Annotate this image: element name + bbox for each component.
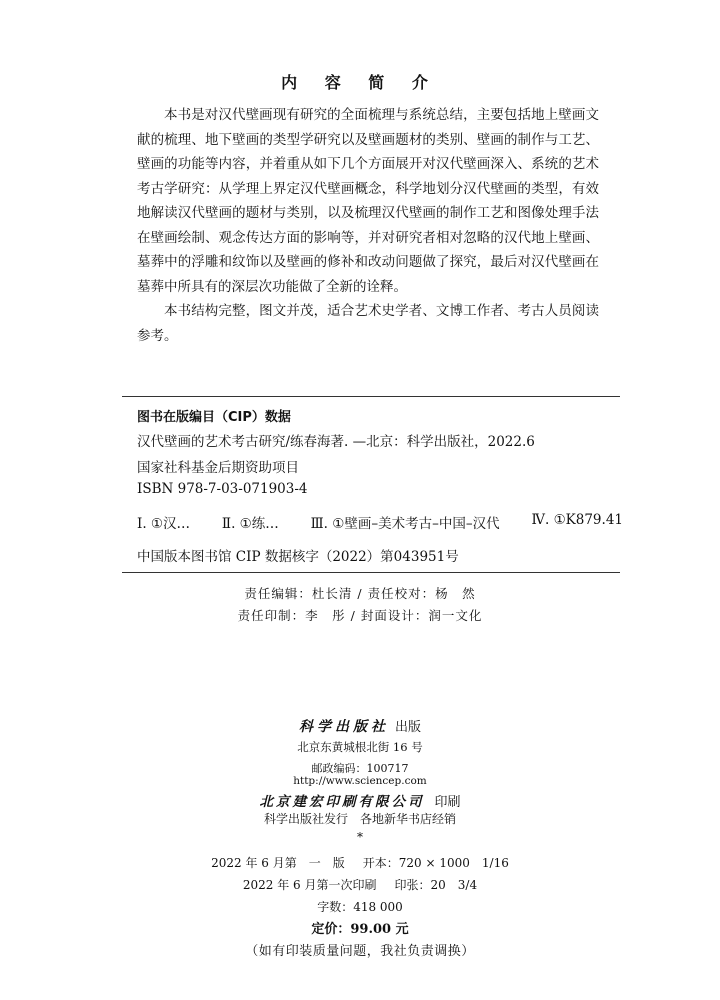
- summary-title: 内 容 简 介: [281, 73, 439, 92]
- word-count: 字数：418 000: [317, 900, 403, 914]
- cip-class-2: Ⅱ. ①练…: [221, 516, 279, 532]
- summary-paragraph-1: 本书是对汉代壁画现有研究的全面梳理与系统总结，主要包括地上壁画文献的梳理、地下壁画的类型学研究以及壁画题材的类别、壁画的制作与工艺、壁画的功能等内容，并着重从如下几个方面展开对汉代壁画深入、系统的艺术考古学研究：从学理上界定汉代壁画概念，科学地划分汉代壁画的类型，有效地解读汉代壁画的题材与类别，以及梳理汉代壁画的制作工艺和图像处理手法在壁画绘制、观念传达方面的影响等，并对研究者相对忽略的汉代地上壁画、墓葬中的浮雕和纹饰以及壁画的修补和改动问题做了探究，最后对汉代壁画在墓葬中所具有的深层次功能做了全新的诠释。: [137, 107, 599, 295]
- cip-class-4: Ⅳ. ①K879.41: [531, 512, 623, 528]
- cip-class-1: Ⅰ. ①汉…: [137, 516, 191, 532]
- printer-brand: 北京建宏印刷有限公司: [259, 794, 425, 810]
- printer-suffix: 印刷: [434, 795, 461, 810]
- impression-info: 2022 年 6 月第一次印刷: [242, 878, 377, 892]
- publisher-postcode: 邮政编码：100717: [311, 762, 409, 775]
- cip-class-3: Ⅲ. ①壁画–美术考古–中国–汉代: [310, 516, 500, 532]
- publisher-url: http://www.sciencep.com: [293, 775, 427, 787]
- summary-paragraph-2: 本书结构完整，图文并茂，适合艺术史学者、文博工作者、考古人员阅读参考。: [137, 303, 599, 344]
- cip-fund-line: 国家社科基金后期资助项目: [137, 460, 299, 476]
- price: 定价：99.00 元: [311, 922, 409, 937]
- cip-top-divider: [122, 396, 620, 397]
- quality-notice: （如有印装质量问题，我社负责调换）: [245, 944, 475, 959]
- cip-heading: 图书在版编目（CIP）数据: [137, 410, 291, 425]
- sheets-info: 印张：20 3/4: [394, 878, 478, 892]
- cip-isbn-line: ISBN 978-7-03-071903-4: [137, 481, 308, 497]
- publisher-suffix: 出版: [394, 720, 421, 735]
- publisher-address: 北京东黄城根北街 16 号: [297, 740, 423, 754]
- distribution-line: 科学出版社发行 各地新华书店经销: [263, 812, 456, 826]
- format-info: 开本：720 × 1000 1/16: [362, 856, 509, 870]
- cip-title-line: 汉代壁画的艺术考古研究/练春海著. —北京：科学出版社，2022.6: [137, 434, 535, 450]
- cip-check-line: 中国版本图书馆 CIP 数据核字（2022）第043951号: [137, 549, 459, 565]
- cip-bottom-divider: [122, 572, 620, 573]
- credits-production: 责任印制：李 彤 / 封面设计：润一文化: [237, 608, 483, 623]
- publisher-line: [0, 716, 720, 736]
- edition-line: [0, 854, 720, 871]
- credits-editors: 责任编辑：杜长清 / 责任校对：杨 然: [244, 586, 476, 601]
- separator-star: *: [357, 830, 363, 844]
- publisher-brand: 科学出版社: [298, 719, 389, 735]
- summary-section: [137, 103, 599, 348]
- edition-info: 2022 年 6 月第 一 版: [211, 856, 345, 870]
- impression-line: [0, 876, 720, 893]
- printer-line: [0, 790, 720, 810]
- cip-classification-line: [137, 512, 623, 532]
